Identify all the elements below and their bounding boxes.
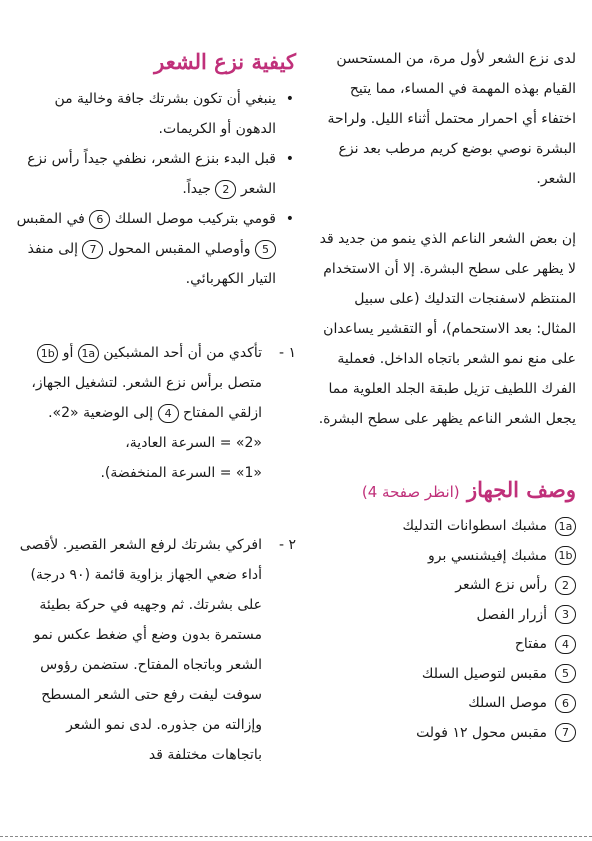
list-item	[314, 571, 576, 601]
speed-line-low: «1» = السرعة المنخفضة).	[100, 465, 262, 481]
step-number: ٢ -	[278, 537, 296, 553]
list-item	[314, 601, 576, 631]
step-1	[14, 338, 296, 488]
part-ref-badge: 1a	[78, 344, 99, 363]
intro-paragraph-1: لدى نزع الشعر لأول مرة، من المستحسن القيام بهذه المهمة في المساء، مما يتيح اختفاء أي احمرار محتمل أثناء الليل. ولراحة البشرة نوصي بوضع كريم مرطب بعد نزع الشعر.	[327, 51, 576, 187]
part-number-badge: 2	[555, 576, 576, 595]
speed-line-normal: «2» = السرعة العادية،	[125, 435, 262, 451]
part-number-badge: 3	[555, 605, 576, 624]
bullet-dot: •	[285, 211, 294, 227]
part-number-badge: 6	[555, 694, 576, 713]
list-item	[314, 660, 576, 690]
list-item	[314, 512, 576, 542]
list-item	[14, 204, 296, 294]
intro-paragraph-2: إن بعض الشعر الناعم الذي ينمو من جديد قد لا يظهر على سطح البشرة. إلا أن الاستخدام المنتظم لاسفنجات التدليك (على سبيل المثال: بعد الاستحمام)، أو التقشير يساعدان على منع نمو الشعر باتجاه الداخل. فعملية الفرك اللطيف تزيل طبقة الجلد العلوية مما يجعل الشعر الناعم يظهر على سطح البشرة.	[318, 231, 576, 427]
list-item	[14, 144, 296, 204]
bullet-text: وأوصلي المقبس المحول	[107, 241, 251, 257]
list-item	[314, 542, 576, 572]
bullet-text: جيداً.	[182, 181, 211, 197]
part-number-badge: 5	[555, 664, 576, 683]
part-label: مقبس محول ١٢ فولت	[416, 724, 547, 741]
part-number-badge: 1b	[555, 546, 576, 565]
left-column	[14, 44, 296, 770]
step-text: تأكدي من أن أحد المشبكين	[103, 345, 262, 361]
bullet-text: قبل البدء بنزع الشعر، نظفي جيداً رأس نزع الشعر	[27, 151, 276, 197]
list-item	[314, 689, 576, 719]
step-number: ١ -	[278, 345, 296, 361]
bullet-dot: •	[285, 91, 294, 107]
bullet-text: ينبغي أن تكون بشرتك جافة وخالية من الدهون أو الكريمات.	[54, 91, 276, 137]
bullet-text: قومي بتركيب موصل السلك	[114, 211, 276, 227]
part-label: مشبك إفيشنسي برو	[428, 547, 547, 564]
part-label: مشبك اسطوانات التدليك	[402, 518, 547, 534]
part-ref-badge: 4	[158, 404, 179, 423]
step-text: أو	[62, 345, 74, 361]
step-text: إلى الوضعية «2».	[48, 405, 154, 421]
step-text: افركي بشرتك لرفع الشعر القصير. لأقصى أداء ضعي الجهاز بزاوية قائمة (٩٠ درجة) على بشرتك. ثم وجهيه في حركة بطيئة مستمرة بدون وضع أي ضغط عكس نمو الشعر وباتجاه المفتاح. ستضمن رؤوس سوفت ليفت رفع حتى الشعر المسطح وإزالته من جذوره. لدى نمو الشعر باتجاهات مختلفة قد	[19, 537, 262, 763]
part-number-badge: 1a	[555, 517, 576, 536]
step-2	[14, 530, 296, 770]
part-number-badge: 4	[555, 635, 576, 654]
preparation-bullets	[14, 84, 296, 294]
bullet-text: في المقبس	[16, 211, 85, 227]
how-to-epilate-heading: كيفية نزع الشعر	[154, 49, 296, 74]
part-ref-badge: 6	[89, 210, 110, 229]
part-label: موصل السلك	[468, 695, 547, 711]
list-item	[14, 84, 296, 144]
device-description-heading	[314, 472, 576, 510]
list-item	[314, 630, 576, 660]
right-column	[314, 44, 576, 748]
part-label: مفتاح	[514, 636, 547, 652]
device-heading-text: وصف الجهاز	[466, 477, 576, 502]
step-text: متصل برأس نزع الشعر. لتشغيل الجهاز، ازلقي المفتاح	[31, 375, 262, 421]
bullet-dot: •	[285, 151, 294, 167]
part-label: مقبس لتوصيل السلك	[421, 665, 547, 682]
part-ref-badge: 2	[215, 180, 236, 199]
part-number-badge: 7	[555, 723, 576, 742]
part-label: أزرار الفصل	[476, 606, 547, 623]
part-ref-badge: 5	[255, 240, 276, 259]
part-ref-badge: 7	[82, 240, 103, 259]
bullet-text: إلى منفذ التيار الكهربائي.	[27, 241, 276, 287]
device-heading-note: (انظر صفحة 4)	[361, 483, 460, 501]
part-label: رأس نزع الشعر	[455, 577, 547, 593]
page-bottom-divider	[0, 836, 592, 837]
list-item	[314, 719, 576, 749]
parts-list	[314, 512, 576, 748]
part-ref-badge: 1b	[37, 344, 58, 363]
